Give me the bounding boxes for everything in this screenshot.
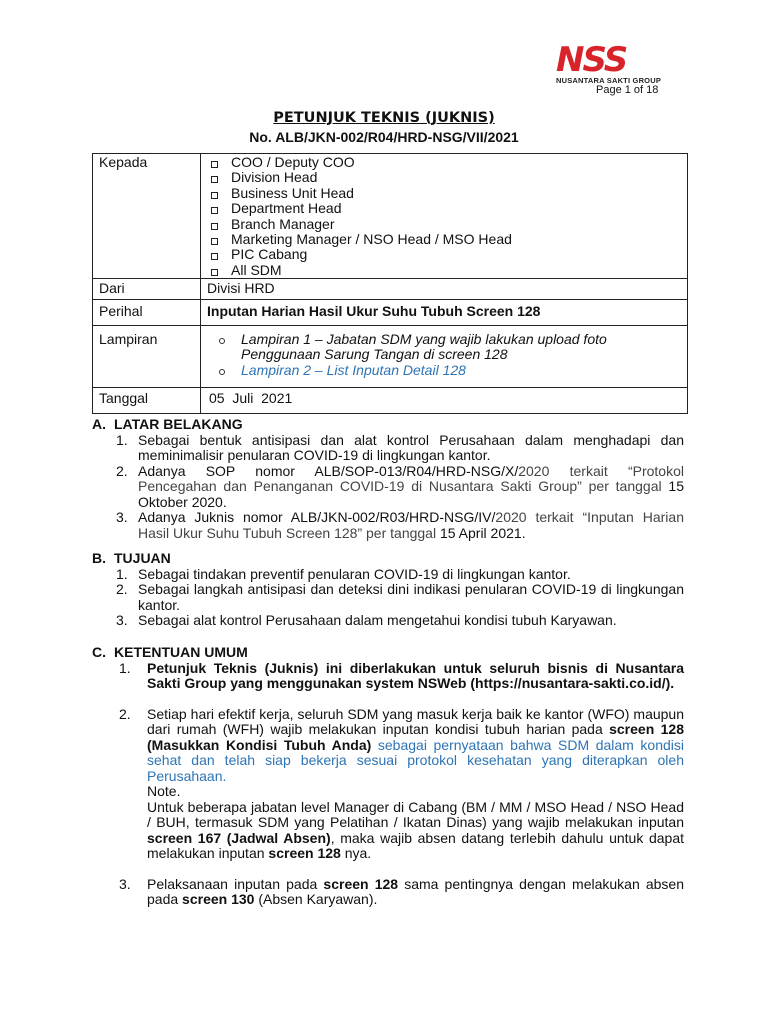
recipient-item: Marketing Manager / NSO Head / MSO Head xyxy=(207,232,681,247)
section-list xyxy=(92,661,684,908)
row-kepada xyxy=(93,154,688,279)
logo-mark: NSS xyxy=(556,40,627,80)
recipient-item: Division Head xyxy=(207,170,681,185)
page-number: Page 1 of 18 xyxy=(596,84,659,96)
row-tanggal xyxy=(93,388,688,413)
section-ketentuan-umum xyxy=(92,645,684,923)
row-perihal xyxy=(93,299,688,325)
tanggal-value: 05 Juli 2021 xyxy=(201,388,688,413)
dari-label: Dari xyxy=(93,279,201,299)
tanggal-label: Tanggal xyxy=(93,388,201,413)
section-heading: A. LATAR BELAKANG xyxy=(92,416,243,432)
list-item: 1. Sebagai tindakan preventif penularan COVID-19 di lingkungan kantor. xyxy=(116,565,571,582)
circle-bullet-icon xyxy=(219,369,225,375)
dari-value: Divisi HRD xyxy=(201,279,688,299)
memo-header-table xyxy=(92,153,688,414)
checkbox-bullet-icon xyxy=(211,238,218,245)
circle-bullet-icon xyxy=(219,338,225,344)
list-item: 3. Pelaksanaan inputan pada screen 128 sama pentingnya dengan melakukan absen pada screen 130 (Absen Karyawan). xyxy=(119,875,685,907)
list-item: 3. Sebagai alat kontrol Perusahaan dalam mengetahui kondisi tubuh Karyawan. xyxy=(116,612,617,628)
recipient-list xyxy=(207,155,681,278)
checkbox-bullet-icon xyxy=(211,223,218,230)
attachment-item: Lampiran 1 – Jabatan SDM yang wajib lakukan upload foto Penggunaan Sarung Tangan di screen 128 xyxy=(207,332,681,363)
recipient-item: All SDM xyxy=(207,263,681,278)
list-item: 1. Petunjuk Teknis (Juknis) ini diberlakukan untuk seluruh bisnis di Nusantara Sakti Group yang menggunakan system NSWeb (https://nusantara-sakti.co.id/). xyxy=(119,659,684,691)
section-latar-belakang xyxy=(92,417,684,541)
kepada-value xyxy=(201,154,688,279)
row-dari xyxy=(93,279,688,299)
document-number: No. ALB/JKN-002/R04/HRD-NSG/VII/2021 xyxy=(249,129,519,145)
checkbox-bullet-icon xyxy=(211,176,218,183)
kepada-label: Kepada xyxy=(93,154,201,279)
row-lampiran xyxy=(93,326,688,388)
list-item: 2. Setiap hari efektif kerja, seluruh SDM yang masuk kerja baik ke kantor (WFO) maupun dari rumah (WFH) wajib melakukan inputan kondisi tubuh harian pada screen 128 (Masukkan Kondisi Tubuh Anda) sebagai pernyataan bahwa SDM dalam kondisi sehat dan telah siap bekerja sesuai protokol kesehatan yang diterapkan oleh Perusahaan. Note. Untuk beberapa jabatan level Manager di Cabang (BM / MM / MSO Head / NSO Head / BUH, termasuk SDM yang Pelatihan / Ikatan Dinas) yang wajib melakukan inputan screen 167 (Jadwal Absen), maka wajib absen datang terlebih dahulu untuk dapat melakukan inputan screen 128 nya. xyxy=(119,705,684,861)
recipient-item: COO / Deputy COO xyxy=(207,155,681,170)
lampiran-label: Lampiran xyxy=(93,326,201,388)
checkbox-bullet-icon xyxy=(211,207,218,214)
attachment-list xyxy=(207,332,681,378)
recipient-item: Branch Manager xyxy=(207,217,681,232)
attachment-item: Lampiran 2 – List Inputan Detail 128 xyxy=(207,363,681,378)
section-heading: C. KETENTUAN UMUM xyxy=(92,644,248,660)
section-list xyxy=(92,433,684,542)
recipient-item: Department Head xyxy=(207,201,681,216)
list-item: 2. Adanya SOP nomor ALB/SOP-013/R04/HRD-NSG/X/2020 terkait “Protokol Pencegahan dan Penanganan COVID-19 di Nusantara Sakti Group” per tanggal 15 Oktober 2020. xyxy=(116,462,684,510)
company-name: NUSANTARA SAKTI GROUP xyxy=(556,76,662,85)
document-title: PETUNJUK TEKNIS (JUKNIS) xyxy=(273,110,495,126)
company-logo xyxy=(556,40,674,85)
list-item: 1. Sebagai bentuk antisipasi dan alat kontrol Perusahaan dalam menghadapi dan meminimalisir penularan COVID-19 di lingkungan kantor. xyxy=(116,431,684,463)
checkbox-bullet-icon xyxy=(211,269,218,276)
perihal-label: Perihal xyxy=(93,299,201,325)
lampiran-value xyxy=(201,326,688,388)
section-list xyxy=(92,567,684,629)
list-item: 2. Sebagai langkah antisipasi dan deteksi dini indikasi penularan COVID-19 di lingkungan kantor. xyxy=(116,581,684,613)
section-tujuan xyxy=(92,551,684,629)
list-item: 3. Adanya Juknis nomor ALB/JKN-002/R03/HRD-NSG/IV/2020 terkait “Inputan Harian Hasil Ukur Suhu Tubuh Screen 128” per tanggal 15 April 2021. xyxy=(116,509,684,541)
perihal-value: Inputan Harian Hasil Ukur Suhu Tubuh Screen 128 xyxy=(201,299,688,325)
checkbox-bullet-icon xyxy=(211,253,218,260)
section-heading: B. TUJUAN xyxy=(92,550,171,566)
recipient-item: Business Unit Head xyxy=(207,186,681,201)
checkbox-bullet-icon xyxy=(211,161,218,168)
recipient-item: PIC Cabang xyxy=(207,247,681,262)
checkbox-bullet-icon xyxy=(211,192,218,199)
